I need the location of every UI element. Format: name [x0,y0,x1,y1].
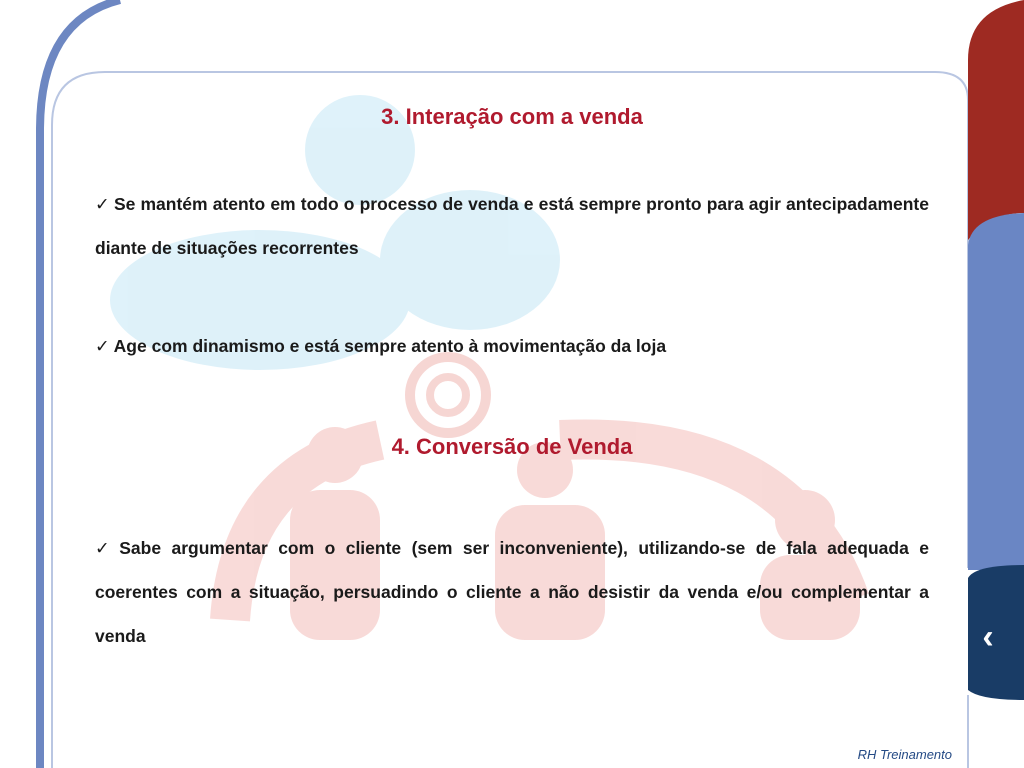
chevron-left-icon[interactable]: ‹ [982,618,994,656]
footer-label: RH Treinamento [857,747,952,762]
section-title-interacao: 3. Interação com a venda [381,104,643,129]
bullet-item [95,324,929,368]
bullet-text: Se mantém atento em todo o processo de venda e está sempre pronto para agir antecipadamente diante de situações recorrentes [95,194,929,258]
bullet-item [95,182,929,270]
bullet-text: Sabe argumentar com o cliente (sem ser inconveniente), utilizando-se de fala adequada e coerentes com a situação, persuadindo o cliente a não desistir da venda e/ou complementar a venda [95,538,929,646]
section-title-conversao: 4. Conversão de Venda [391,434,633,459]
checkmark-icon: ✓ [95,538,116,558]
checkmark-icon: ✓ [95,194,110,214]
bullet-item [95,526,929,658]
bullet-text: Age com dinamismo e está sempre atento à movimentação da loja [113,336,667,356]
checkmark-icon: ✓ [95,336,110,356]
